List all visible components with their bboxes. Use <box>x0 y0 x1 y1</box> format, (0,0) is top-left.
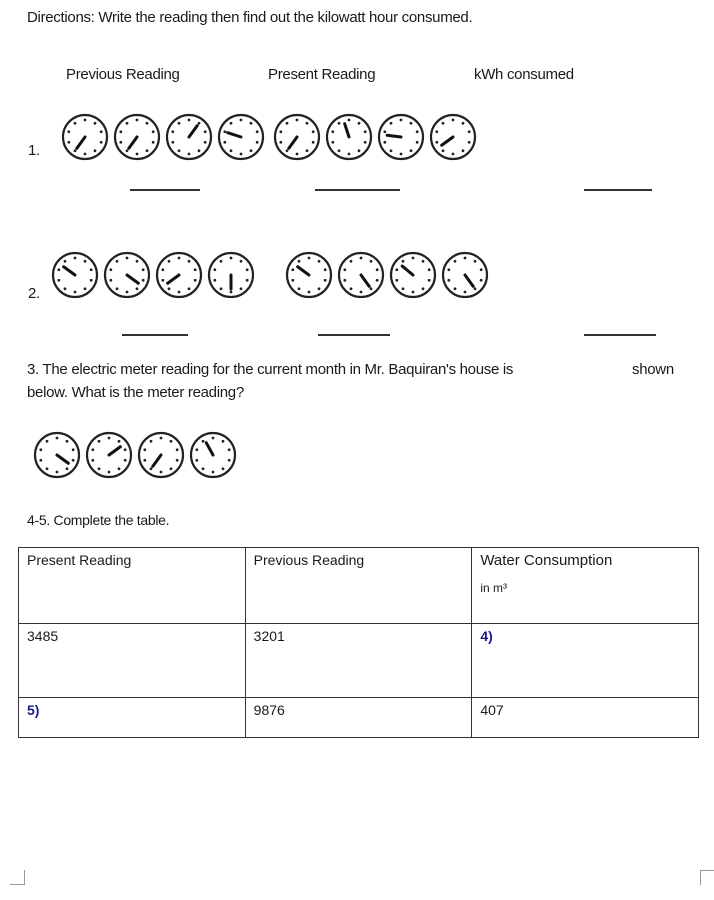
dial-tick <box>194 279 197 282</box>
meter-dial <box>154 250 204 300</box>
dial-tick <box>213 279 216 282</box>
table-row <box>19 698 699 738</box>
meter-dial <box>164 112 214 162</box>
dial-tick <box>462 149 465 152</box>
dial-tick <box>223 130 226 133</box>
meter-dial <box>136 430 186 480</box>
dial-tick <box>402 287 405 290</box>
dial-tick <box>435 141 438 144</box>
question-3-dials <box>32 430 238 480</box>
dial-tick <box>256 141 259 144</box>
answer-line-2-kwh[interactable] <box>584 334 656 336</box>
table-header-row <box>19 548 699 624</box>
dial-tick <box>124 459 127 462</box>
dial-tick <box>74 122 77 125</box>
dial-tick <box>146 122 149 125</box>
dial-tick <box>230 149 233 152</box>
dial-tick <box>358 149 361 152</box>
dial-tick <box>204 141 207 144</box>
dial-tick <box>109 279 112 282</box>
dial-tick <box>160 471 163 474</box>
dial-tick <box>220 287 223 290</box>
dial-tick <box>291 268 294 271</box>
dial-tick <box>72 459 75 462</box>
meter-dial <box>206 250 256 300</box>
dial-tick <box>178 149 181 152</box>
meter-dial <box>388 250 438 300</box>
dial-tick <box>358 122 361 125</box>
dial-tick <box>428 268 431 271</box>
directions: Directions: Write the reading then find out the kilowatt hour consumed. <box>27 9 473 26</box>
dial-tick <box>383 141 386 144</box>
dial-pointer <box>387 135 401 137</box>
dial-tick <box>298 287 301 290</box>
dial-tick <box>308 257 311 260</box>
dial-tick <box>256 130 259 133</box>
dial-tick <box>279 141 282 144</box>
meter-dial <box>32 430 82 480</box>
dial-tick <box>468 130 471 133</box>
dial-tick <box>74 149 77 152</box>
dial-tick <box>126 122 129 125</box>
dial-tick <box>223 141 226 144</box>
dial-tick <box>286 122 289 125</box>
dial-tick <box>324 279 327 282</box>
dial-tick <box>343 268 346 271</box>
dial-tick <box>230 291 233 294</box>
water-table <box>18 547 699 738</box>
dial-tick <box>250 149 253 152</box>
dial-tick <box>213 268 216 271</box>
item-1-previous-dials <box>60 112 266 162</box>
cell: 9876 <box>245 698 472 738</box>
dial-tick <box>308 291 311 294</box>
dial-tick <box>412 291 415 294</box>
answer-cell-4[interactable]: 4) <box>472 624 699 698</box>
dial-tick <box>108 471 111 474</box>
dial-tick <box>170 467 173 470</box>
dial-tick <box>66 467 69 470</box>
answer-line-2-present[interactable] <box>318 334 390 336</box>
dial-tick <box>195 459 198 462</box>
header-unit: in m³ <box>480 581 507 595</box>
meter-dial <box>102 250 152 300</box>
answer-line-1-present[interactable] <box>315 189 400 191</box>
meter-dial <box>440 250 490 300</box>
dial-tick <box>400 153 403 156</box>
dial-tick <box>119 141 122 144</box>
question-3-line-1: 3. The electric meter reading for the current month in Mr. Baquiran's house is <box>27 361 514 378</box>
dial-tick <box>204 130 207 133</box>
dial-tick <box>338 149 341 152</box>
dial-tick <box>171 130 174 133</box>
dial-tick <box>454 287 457 290</box>
dial-tick <box>212 437 215 440</box>
dial-tick <box>338 122 341 125</box>
dial-tick <box>90 279 93 282</box>
dial-tick <box>39 448 42 451</box>
dial-tick <box>331 141 334 144</box>
dial-tick <box>64 260 67 263</box>
dial-tick <box>364 130 367 133</box>
dial-tick <box>176 448 179 451</box>
dial-tick <box>312 141 315 144</box>
dial-tick <box>46 440 49 443</box>
dial-tick <box>176 459 179 462</box>
dial-tick <box>462 122 465 125</box>
dial-tick <box>72 448 75 451</box>
answer-line-2-previous[interactable] <box>122 334 188 336</box>
dial-tick <box>161 279 164 282</box>
meter-dial <box>336 250 386 300</box>
dial-tick <box>306 122 309 125</box>
dial-tick <box>171 141 174 144</box>
col-previous-reading: Previous Reading <box>66 66 180 83</box>
item-2-present-dials <box>284 250 490 300</box>
dial-tick <box>480 268 483 271</box>
item-1-number: 1. <box>28 142 40 159</box>
header-consumption <box>472 548 699 624</box>
cell: 3201 <box>245 624 472 698</box>
meter-dial <box>216 112 266 162</box>
dial-tick <box>198 122 201 125</box>
dial-tick <box>286 149 289 152</box>
dial-tick <box>152 141 155 144</box>
dial-tick <box>146 149 149 152</box>
dial-tick <box>428 279 431 282</box>
answer-cell-5[interactable]: 5) <box>19 698 246 738</box>
dial-tick <box>91 448 94 451</box>
question-3-line-2: below. What is the meter reading? <box>27 384 244 401</box>
dial-tick <box>94 122 97 125</box>
dial-tick <box>240 153 243 156</box>
dial-tick <box>188 287 191 290</box>
dial-tick <box>296 119 299 122</box>
dial-tick <box>230 257 233 260</box>
dial-tick <box>395 279 398 282</box>
dial-tick <box>116 260 119 263</box>
dial-tick <box>412 257 415 260</box>
dial-tick <box>170 440 173 443</box>
dial-tick <box>126 257 129 260</box>
crop-mark-left <box>10 870 25 885</box>
dial-tick <box>98 440 101 443</box>
dial-tick <box>348 153 351 156</box>
meter-dial <box>60 112 110 162</box>
dial-tick <box>447 268 450 271</box>
dial-tick <box>160 437 163 440</box>
dial-tick <box>136 119 139 122</box>
dial-tick <box>116 287 119 290</box>
dial-tick <box>57 279 60 282</box>
dial-tick <box>56 437 59 440</box>
dial-tick <box>188 153 191 156</box>
dial-tick <box>410 149 413 152</box>
dial-tick <box>370 260 373 263</box>
dial-tick <box>143 448 146 451</box>
meter-dial <box>188 430 238 480</box>
dial-tick <box>150 467 153 470</box>
dial-tick <box>395 268 398 271</box>
dial-tick <box>56 471 59 474</box>
dial-tick <box>240 287 243 290</box>
item-2-previous-dials <box>50 250 256 300</box>
dial-tick <box>370 287 373 290</box>
dial-tick <box>298 260 301 263</box>
dial-tick <box>228 459 231 462</box>
header-present: Present Reading <box>19 548 246 624</box>
dial-tick <box>84 287 87 290</box>
dial-tick <box>74 291 77 294</box>
answer-line-1-kwh[interactable] <box>584 189 652 191</box>
dial-tick <box>90 268 93 271</box>
dial-tick <box>66 440 69 443</box>
question-45-label: 4-5. Complete the table. <box>27 512 170 528</box>
dial-tick <box>124 448 127 451</box>
dial-tick <box>306 149 309 152</box>
dial-tick <box>350 287 353 290</box>
dial-tick <box>435 130 438 133</box>
meter-dial <box>112 112 162 162</box>
dial-tick <box>246 268 249 271</box>
cell: 407 <box>472 698 699 738</box>
dial-tick <box>464 257 467 260</box>
dial-tick <box>228 448 231 451</box>
dial-tick <box>194 268 197 271</box>
dial-tick <box>318 260 321 263</box>
dial-tick <box>452 153 455 156</box>
dial-tick <box>422 287 425 290</box>
item-2-number: 2. <box>28 285 40 302</box>
dial-tick <box>350 260 353 263</box>
dial-tick <box>480 279 483 282</box>
dial-tick <box>400 119 403 122</box>
dial-tick <box>222 467 225 470</box>
dial-tick <box>376 268 379 271</box>
dial-tick <box>331 130 334 133</box>
dial-tick <box>150 440 153 443</box>
dial-tick <box>474 287 477 290</box>
dial-tick <box>161 268 164 271</box>
dial-tick <box>178 122 181 125</box>
answer-line-1-previous[interactable] <box>130 189 200 191</box>
dial-tick <box>84 260 87 263</box>
meter-dial <box>284 250 334 300</box>
meter-dial <box>50 250 100 300</box>
meter-dial <box>272 112 322 162</box>
dial-tick <box>126 149 129 152</box>
dial-tick <box>360 291 363 294</box>
dial-tick <box>91 459 94 462</box>
dial-tick <box>98 467 101 470</box>
dial-tick <box>318 287 321 290</box>
dial-tick <box>64 287 67 290</box>
dial-tick <box>46 467 49 470</box>
dial-tick <box>452 119 455 122</box>
dial-tick <box>84 153 87 156</box>
dial-tick <box>178 291 181 294</box>
dial-tick <box>291 279 294 282</box>
dial-tick <box>447 279 450 282</box>
dial-tick <box>39 459 42 462</box>
dial-tick <box>142 268 145 271</box>
dial-tick <box>343 279 346 282</box>
dial-tick <box>108 437 111 440</box>
dial-tick <box>222 440 225 443</box>
dial-tick <box>198 149 201 152</box>
dial-tick <box>84 119 87 122</box>
dial-tick <box>74 257 77 260</box>
header-previous: Previous Reading <box>245 548 472 624</box>
dial-tick <box>416 130 419 133</box>
dial-tick <box>100 130 103 133</box>
dial-tick <box>168 287 171 290</box>
dial-tick <box>67 130 70 133</box>
dial-tick <box>202 440 205 443</box>
dial-tick <box>178 257 181 260</box>
dial-tick <box>126 291 129 294</box>
dial-tick <box>188 119 191 122</box>
dial-tick <box>152 130 155 133</box>
dial-tick <box>220 260 223 263</box>
dial-tick <box>118 440 121 443</box>
dial-tick <box>119 130 122 133</box>
table-row <box>19 624 699 698</box>
item-1-present-dials <box>272 112 478 162</box>
dial-tick <box>360 257 363 260</box>
dial-tick <box>100 141 103 144</box>
dial-tick <box>464 291 467 294</box>
meter-dial <box>428 112 478 162</box>
dial-tick <box>296 153 299 156</box>
question-3-line-1-end: shown <box>632 361 674 378</box>
dial-tick <box>442 149 445 152</box>
dial-tick <box>195 448 198 451</box>
dial-tick <box>390 122 393 125</box>
meter-dial <box>84 430 134 480</box>
header-consumption-label: Water Consumption <box>480 552 613 569</box>
dial-tick <box>474 260 477 263</box>
dial-tick <box>136 260 139 263</box>
meter-dial <box>324 112 374 162</box>
dial-tick <box>136 287 139 290</box>
dial-tick <box>67 141 70 144</box>
col-present-reading: Present Reading <box>268 66 376 83</box>
dial-tick <box>240 260 243 263</box>
dial-tick <box>212 471 215 474</box>
dial-tick <box>468 141 471 144</box>
dial-tick <box>143 459 146 462</box>
dial-tick <box>57 268 60 271</box>
crop-mark-right <box>700 870 714 885</box>
dial-tick <box>410 122 413 125</box>
dial-tick <box>246 279 249 282</box>
dial-tick <box>94 149 97 152</box>
cell: 3485 <box>19 624 246 698</box>
dial-tick <box>202 467 205 470</box>
dial-tick <box>279 130 282 133</box>
dial-tick <box>348 119 351 122</box>
dial-tick <box>390 149 393 152</box>
dial-tick <box>136 153 139 156</box>
dial-tick <box>230 122 233 125</box>
dial-tick <box>142 279 145 282</box>
dial-tick <box>240 119 243 122</box>
dial-tick <box>312 130 315 133</box>
dial-tick <box>168 260 171 263</box>
dial-tick <box>188 260 191 263</box>
dial-tick <box>118 467 121 470</box>
dial-tick <box>109 268 112 271</box>
meter-dial <box>376 112 426 162</box>
dial-tick <box>422 260 425 263</box>
col-kwh-consumed: kWh consumed <box>474 66 574 83</box>
dial-tick <box>364 141 367 144</box>
dial-tick <box>416 141 419 144</box>
dial-tick <box>442 122 445 125</box>
dial-tick <box>324 268 327 271</box>
dial-tick <box>402 260 405 263</box>
dial-tick <box>383 130 386 133</box>
dial-tick <box>454 260 457 263</box>
dial-tick <box>250 122 253 125</box>
dial-tick <box>376 279 379 282</box>
